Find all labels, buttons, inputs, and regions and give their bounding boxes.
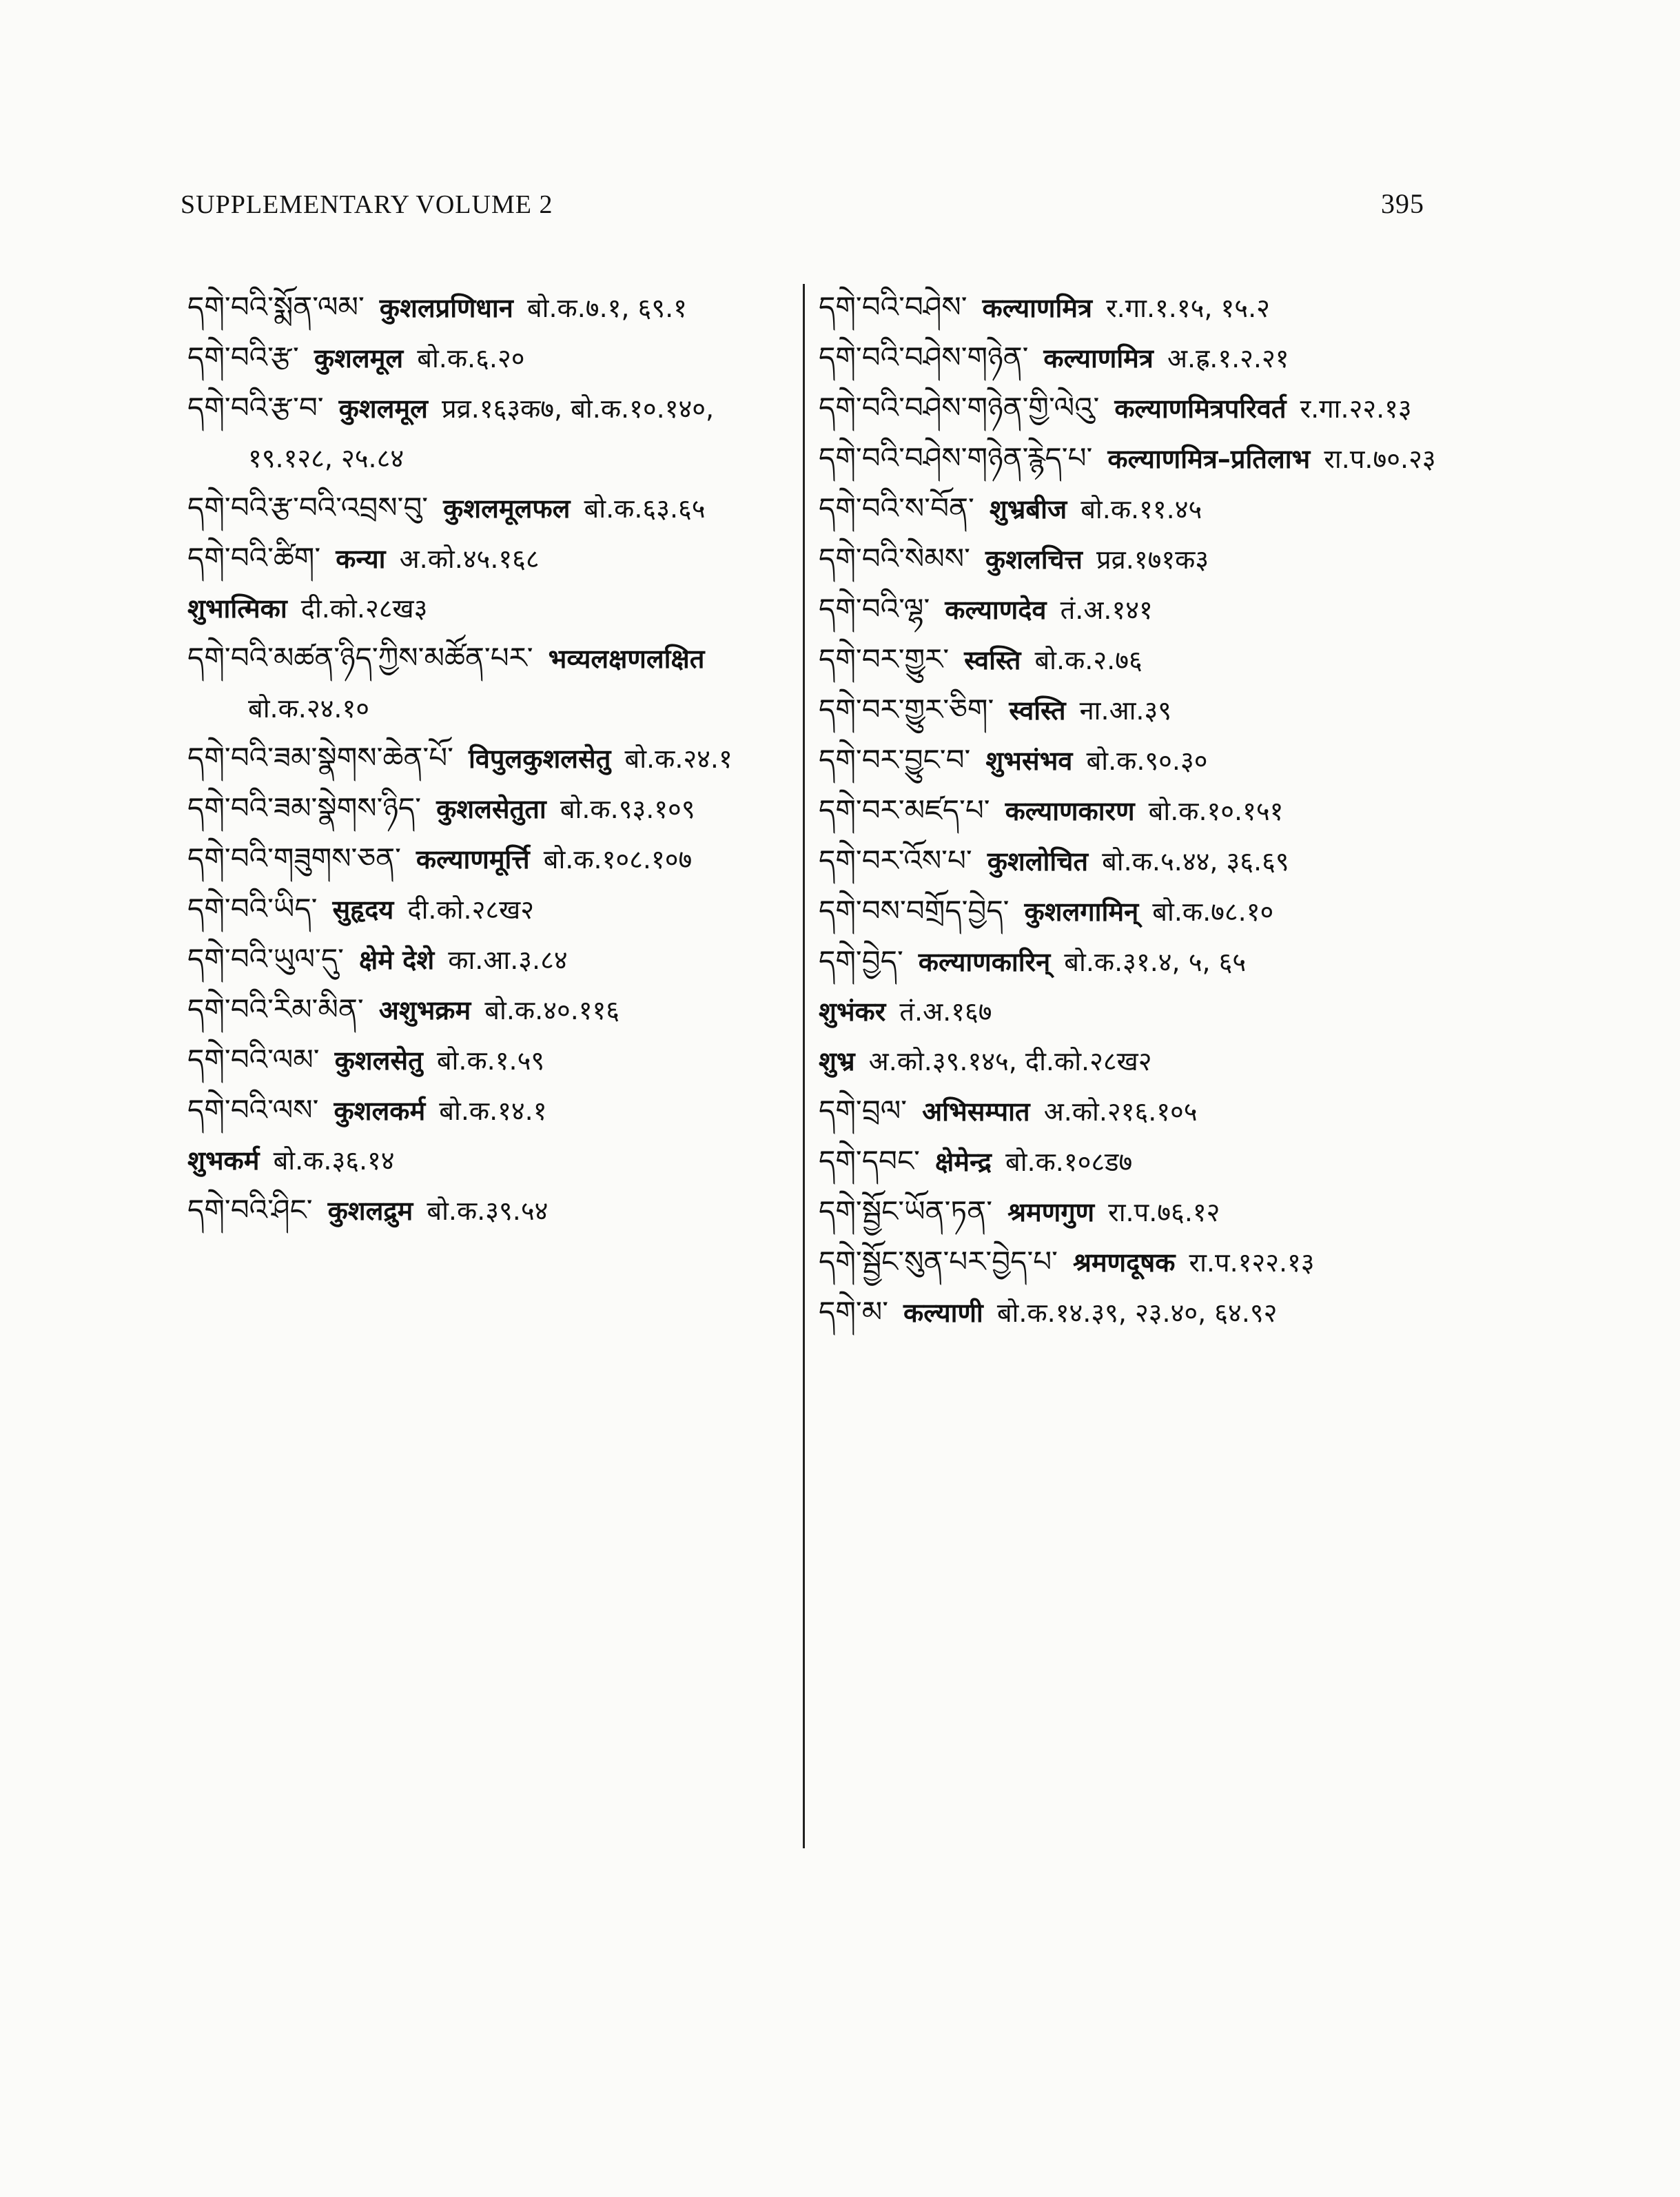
dictionary-entry (819, 534, 1439, 584)
sanskrit-equivalent: कल्याणदेव (945, 595, 1047, 625)
tibetan-headword: དགེ་བའི་ལས་ (187, 1093, 319, 1127)
dictionary-entry (819, 1136, 1439, 1187)
source-reference: बो.क.३६.१४ (273, 1145, 395, 1176)
source-reference: बो.क.५.४४, ३६.६९ (1102, 846, 1289, 877)
dictionary-entry (187, 985, 794, 1035)
tibetan-headword: དགེ་བའི་རྩ་བ་ (187, 391, 324, 425)
dictionary-entry (819, 836, 1439, 886)
source-reference: बो.क.६३.६५ (584, 493, 706, 524)
dictionary-entry (187, 283, 794, 333)
source-reference: अ.को.४५.१६८ (399, 544, 540, 574)
dictionary-entry (819, 635, 1439, 685)
source-reference: ना.आ.३९ (1079, 695, 1172, 726)
dictionary-entry (819, 1086, 1439, 1136)
dictionary-entry (819, 1287, 1439, 1338)
source-reference: अ.ह्र.१.२.२१ (1167, 343, 1289, 374)
source-reference: बो.क.६.२० (417, 343, 525, 374)
sanskrit-equivalent: शुभ्रबीज (989, 494, 1067, 524)
source-reference: र.गा.२२.१३ (1300, 394, 1412, 424)
sanskrit-equivalent: कुशलमूलफल (443, 493, 571, 524)
sanskrit-equivalent: शुभसंभव (985, 746, 1073, 776)
sanskrit-equivalent: कुशलप्रणिधान (379, 293, 513, 323)
tibetan-headword: དགེ་བའི་བཤེས་གཉེན་གྱི་ལེའུ་ (819, 391, 1100, 425)
sanskrit-equivalent: कल्याणमूर्त्ति (416, 844, 530, 875)
sanskrit-equivalent: कुशलचित्त (985, 544, 1083, 575)
tibetan-headword: དགེ་བའི་ཚིག་ (187, 541, 321, 575)
source-reference: तं.अ.१४१ (1060, 595, 1153, 625)
source-reference: अ.को.३९.१४५, दी.को.२८ख२ (868, 1046, 1152, 1076)
sanskrit-equivalent: भव्यलक्षणलक्षित (548, 644, 705, 674)
tibetan-headword: དགེ་བའི་ཟམ་སྣེགས་ཆེན་པོ་ (187, 741, 453, 775)
dictionary-entry (187, 383, 794, 483)
sanskrit-equivalent: कल्याणकारिन् (918, 947, 1051, 977)
dictionary-entry (819, 786, 1439, 836)
dictionary-entry (819, 1187, 1439, 1237)
tibetan-headword: དགེ་སྦྱོང་སུན་པར་བྱེད་པ་ (819, 1245, 1058, 1278)
tibetan-headword: དགེ་བའི་བཤེས་གཉེན་ (819, 340, 1029, 374)
dictionary-entry (819, 937, 1439, 1086)
source-reference: बो.क.२.७६ (1034, 645, 1143, 675)
sanskrit-equivalent: कुशलद्रुम (327, 1196, 413, 1226)
source-reference: दी.को.२८ख२ (407, 895, 534, 925)
source-reference: बो.क.४०.११६ (484, 995, 620, 1025)
sanskrit-equivalent: कन्या (336, 544, 386, 574)
dictionary-entry (187, 884, 794, 934)
source-reference: बो.क.१.५९ (436, 1045, 545, 1076)
sanskrit-equivalent: कल्याणमित्र (1043, 343, 1154, 374)
sanskrit-equivalent: कुशलोचित (987, 846, 1088, 877)
tibetan-headword: དགེ་དབང་ (819, 1144, 921, 1178)
sanskrit-equivalent: शुभकर्म (187, 1145, 260, 1176)
tibetan-headword: དགེ་བར་མཛད་པ་ (819, 793, 990, 827)
dictionary-entry (819, 685, 1439, 735)
dictionary-entry (187, 533, 794, 633)
sub-sense (187, 584, 794, 633)
sub-sense (819, 987, 1439, 1036)
source-reference: बो.क.१०८ड७ (1005, 1147, 1133, 1177)
tibetan-headword: དགེ་བྲལ་ (819, 1094, 908, 1127)
tibetan-headword: དགེ་བའི་གཟུགས་ཅན་ (187, 841, 401, 875)
dictionary-entry (819, 333, 1439, 383)
dictionary-entry (187, 834, 794, 884)
dictionary-entry (187, 1035, 794, 1085)
sanskrit-equivalent: कल्याणी (903, 1298, 983, 1328)
left-column (187, 283, 794, 1236)
source-reference: बो.क.९०.३० (1086, 746, 1208, 776)
dictionary-entry (819, 1237, 1439, 1287)
source-reference: बो.क.१०८.१०७ (543, 844, 693, 875)
source-reference: तं.अ.१६७ (899, 997, 992, 1027)
dictionary-entry (819, 283, 1439, 333)
source-reference: रा.प.१२२.१३ (1189, 1247, 1315, 1278)
sanskrit-equivalent: क्षेमेन्द्र (935, 1147, 992, 1177)
tibetan-headword: དགེ་བའི་རིམ་མིན་ (187, 992, 364, 1026)
source-reference: रा.प.७०.२३ (1324, 444, 1436, 474)
source-reference: बो.क.९३.१०९ (560, 794, 695, 824)
source-reference: बो.क.११.४५ (1080, 494, 1202, 524)
tibetan-headword: དགེ་བྱེད་ (819, 944, 903, 978)
sanskrit-equivalent: कुशलमूल (338, 394, 428, 424)
tibetan-headword: དགེ་བའི་བཤེས་གཉེན་རྙེད་པ་ (819, 441, 1093, 475)
tibetan-headword: དགེ་བའི་སྨོན་ལམ་ (187, 290, 365, 324)
tibetan-headword: དགེ་བའི་རྩ་བའི་འབྲས་བུ་ (187, 491, 429, 524)
tibetan-headword: དགེ་བའི་རྩ་ (187, 340, 299, 374)
sanskrit-equivalent: कुशलसेतु (334, 1045, 423, 1076)
sanskrit-equivalent: शुभात्मिका (187, 593, 287, 624)
page-number: 395 (1381, 188, 1424, 219)
running-title: SUPPLEMENTARY VOLUME 2 (181, 190, 553, 219)
source-reference: दी.को.२८ख३ (300, 593, 428, 624)
column-divider (803, 284, 805, 1848)
tibetan-headword: དགེ་བར་འོས་པ་ (819, 844, 972, 877)
tibetan-headword: དགེ་བའི་ཡུལ་དུ་ (187, 942, 344, 976)
dictionary-entry (187, 1185, 794, 1236)
source-reference: रा.प.७६.१२ (1108, 1197, 1220, 1227)
sanskrit-equivalent: कल्याणकारण (1005, 796, 1135, 826)
tibetan-headword: དགེ་བའི་ལམ་ (187, 1043, 320, 1076)
source-reference: बो.क.२४.१० (248, 693, 370, 724)
dictionary-entry (819, 484, 1439, 534)
sanskrit-equivalent: शुभ्र (819, 1046, 855, 1076)
sanskrit-equivalent: श्रमणगुण (1007, 1197, 1095, 1227)
source-reference: बो.क.७.१, ६९.१ (526, 293, 687, 323)
dictionary-entry (819, 584, 1439, 635)
tibetan-headword: དགེ་བའི་བཤེས་ (819, 290, 967, 324)
tibetan-headword: དགེ་བར་བྱུང་བ་ (819, 743, 971, 777)
dictionary-entry (187, 1085, 794, 1185)
tibetan-headword: དགེ་བའི་ཡིད་ (187, 892, 318, 926)
sanskrit-equivalent: स्वस्ति (1009, 695, 1066, 726)
sanskrit-equivalent: कुशलगामिन् (1024, 897, 1139, 927)
sanskrit-equivalent: विपुलकुशलसेतु (468, 744, 611, 774)
tibetan-headword: དགེ་བའི་སེམས་ (819, 542, 970, 575)
tibetan-headword: དགེ་བར་གྱུར་ཅིག་ (819, 693, 994, 726)
dictionary-entry (819, 735, 1439, 786)
source-reference: प्रव्र.१७१क३ (1096, 544, 1209, 575)
source-reference: बो.क.१४.३९, २३.४०, ६४.९२ (996, 1298, 1278, 1328)
sanskrit-equivalent: कुशलमूल (314, 343, 404, 374)
sanskrit-equivalent: श्रमणदूषक (1073, 1247, 1176, 1278)
sanskrit-equivalent: क्षेमे देशे (358, 945, 435, 975)
dictionary-entry (187, 733, 794, 784)
tibetan-headword: དགེ་བས་བགྲོད་བྱེད་ (819, 894, 1010, 928)
sanskrit-equivalent: कुशलकर्म (334, 1096, 426, 1126)
dictionary-entry (819, 886, 1439, 937)
source-reference: प्रव्र.१६३क७, बो.क.१०.१४०, १९.१२८, २५.८४ (248, 394, 715, 473)
tibetan-headword: དགེ་བའི་ཤིང་ (187, 1193, 313, 1227)
dictionary-entry (187, 784, 794, 834)
tibetan-headword: དགེ་བའི་ལྷ་ (819, 592, 930, 626)
sanskrit-equivalent: सुहृदय (332, 895, 394, 925)
tibetan-headword: དགེ་བའི་ཟམ་སྣེགས་ཉིད་ (187, 791, 422, 825)
sanskrit-equivalent: कल्याणमित्रपरिवर्त (1114, 394, 1287, 424)
source-reference: बो.क.७८.१० (1152, 897, 1274, 927)
source-reference: अ.को.२१६.१०५ (1043, 1096, 1198, 1127)
sanskrit-equivalent: कुशलसेतुता (436, 794, 546, 824)
sub-sense (187, 1136, 794, 1185)
tibetan-headword: དགེ་སྦྱོང་ཡོན་ཏན་ (819, 1194, 993, 1228)
dictionary-entry (187, 633, 794, 733)
source-reference: बो.क.२४.१ (624, 744, 733, 774)
dictionary-entry (187, 333, 794, 383)
tibetan-headword: དགེ་བར་གྱུར་ (819, 642, 950, 676)
source-reference: बो.क.१४.१ (439, 1096, 547, 1126)
right-column (819, 283, 1439, 1338)
sanskrit-equivalent: अशुभक्रम (378, 995, 471, 1025)
source-reference: बो.क.३१.४, ५, ६५ (1064, 947, 1247, 977)
dictionary-entry (187, 934, 794, 985)
sanskrit-equivalent: शुभंकर (819, 997, 886, 1027)
tibetan-headword: དགེ་མ་ (819, 1295, 889, 1329)
dictionary-entry (819, 383, 1439, 433)
sub-sense (819, 1036, 1439, 1086)
source-reference: का.आ.३.८४ (448, 945, 568, 975)
dictionary-entry (187, 483, 794, 533)
dictionary-entry (819, 433, 1439, 484)
page-header (181, 187, 1424, 220)
sanskrit-equivalent: अभिसम्पात (922, 1096, 1030, 1127)
sanskrit-equivalent: स्वस्ति (964, 645, 1021, 675)
sanskrit-equivalent: कल्याणमित्र–प्रतिलाभ (1107, 444, 1311, 474)
tibetan-headword: དགེ་བའི་མཚན་ཉིད་ཀྱིས་མཚོན་པར་ (187, 641, 533, 675)
source-reference: बो.क.१०.१५१ (1148, 796, 1284, 826)
source-reference: र.गा.१.१५, १५.२ (1106, 293, 1270, 323)
tibetan-headword: དགེ་བའི་ས་བོན་ (819, 491, 974, 525)
source-reference: बो.क.३९.५४ (427, 1196, 549, 1226)
sanskrit-equivalent: कल्याणमित्र (982, 293, 1092, 323)
